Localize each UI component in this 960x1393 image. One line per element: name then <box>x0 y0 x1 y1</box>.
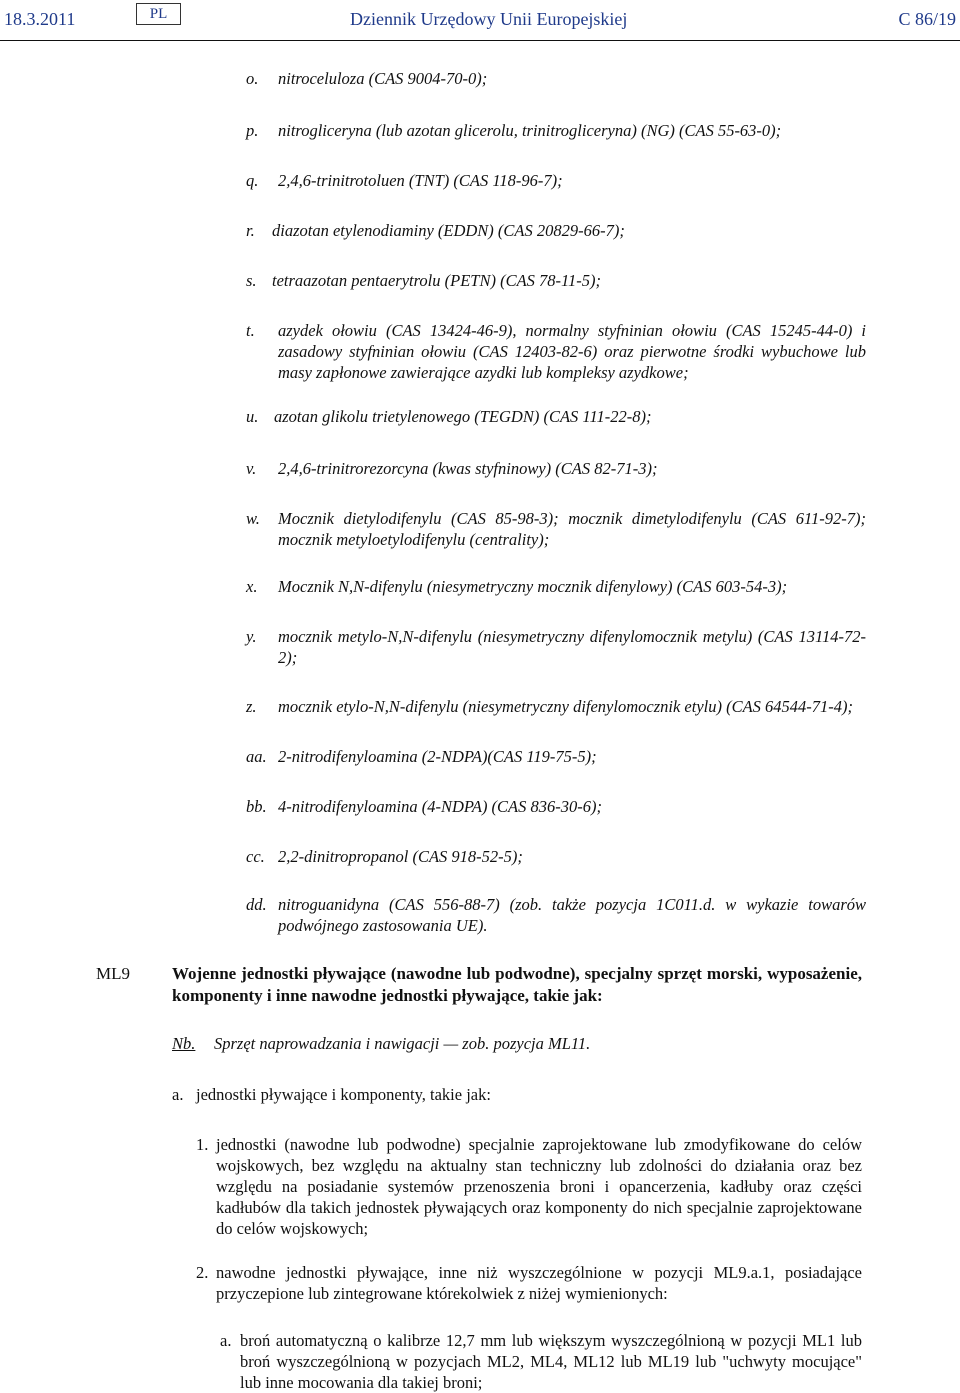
item-label: a. <box>220 1331 232 1350</box>
item-text: 4-nitrodifenyloamina (4-NDPA) (CAS 836-30-6); <box>278 797 602 816</box>
page-reference: C 86/19 <box>898 9 956 29</box>
journal-header <box>0 0 960 44</box>
list-item-cc <box>246 846 866 868</box>
list-item-q <box>246 170 866 192</box>
list-item-t <box>246 320 866 386</box>
item-label: x. <box>246 577 258 596</box>
item-label: p. <box>246 121 259 140</box>
note-label: Nb. <box>172 1034 196 1053</box>
subsection-a <box>172 1084 862 1106</box>
item-text: mocznik etylo-N,N-difenylu (niesymetryczny difenylomocznik etylu) (CAS 64544-71-4); <box>278 697 854 716</box>
item-label: v. <box>246 459 257 478</box>
subsection-a-1 <box>196 1134 862 1244</box>
item-text: jednostki (nawodne lub podwodne) specjalnie zaprojektowane lub zmodyfikowane do celów wojskowych, bez względu na aktualny stan techniczny lub zdolności do działania oraz bez względu na posiadanie systemów przenoszenia broni i opancerzenia, kadłuby oraz części kadłubów dla takich jednostek pływających oraz komponenty do nich specjalnie zaprojektowane do celów wojskowych; <box>216 1135 862 1238</box>
item-text: broń automatyczną o kalibrze 12,7 mm lub większym wyszczególnioną w pozycji ML1 lub broń wyszczególnioną w pozycjach ML2, ML4, ML12 lub ML19 lub "uchwyty mocujące" lub inne mocowania dla takiej broni; <box>240 1331 862 1392</box>
item-label: bb. <box>246 797 267 816</box>
item-text: mocznik metylo-N,N-difenylu (niesymetryczny difenylomocznik metylu) (CAS 13114-72-2); <box>278 627 866 667</box>
item-text: diazotan etylenodiaminy (EDDN) (CAS 20829-66-7); <box>272 221 625 240</box>
item-label: q. <box>246 171 259 190</box>
journal-title: Dziennik Urzędowy Unii Europejskiej <box>350 9 628 29</box>
item-label: r. <box>246 221 255 240</box>
category-title: Wojenne jednostki pływające (nawodne lub podwodne), specjalny sprzęt morski, wyposażenie, komponenty i inne nawodne jednostki pływające, takie jak: <box>172 964 862 1005</box>
list-item-v <box>246 458 866 480</box>
list-item-aa <box>246 746 866 768</box>
list-item-o <box>246 68 866 90</box>
item-text: 2,2-dinitropropanol (CAS 918-52-5); <box>278 847 523 866</box>
list-item-r <box>246 220 866 242</box>
list-item-u <box>246 406 866 428</box>
item-label: dd. <box>246 895 267 914</box>
list-item-bb <box>246 796 866 818</box>
item-text: azydek ołowiu (CAS 13424-46-9), normalny styfninian ołowiu (CAS 15245-44-0) i zasadowy styfninian ołowiu (CAS 12403-82-6) oraz pierwotne środki wybuchowe lub masy zapłonowe zawierające azydki lub kompleksy azydkowe; <box>278 321 866 382</box>
list-item-x <box>246 576 866 598</box>
list-item-w <box>246 508 866 552</box>
publication-date: 18.3.2011 <box>4 9 76 29</box>
category-code: ML9 <box>96 964 130 983</box>
item-label: t. <box>246 321 255 340</box>
item-label: cc. <box>246 847 265 866</box>
subsection-a-2-a <box>220 1330 862 1393</box>
list-item-y <box>246 626 866 670</box>
item-label: u. <box>246 407 259 426</box>
item-text: 2,4,6-trinitrotoluen (TNT) (CAS 118-96-7); <box>278 171 563 190</box>
item-text: Mocznik N,N-difenylu (niesymetryczny mocznik difenylowy) (CAS 603-54-3); <box>278 577 788 596</box>
list-item-s <box>246 270 866 292</box>
header-divider <box>0 40 960 41</box>
item-text: nitrogliceryna (lub azotan glicerolu, trinitrogliceryna) (NG) (CAS 55-63-0); <box>278 121 782 140</box>
item-text: 2-nitrodifenyloamina (2-NDPA)(CAS 119-75-5); <box>278 747 597 766</box>
item-label: s. <box>246 271 257 290</box>
item-text: tetraazotan pentaerytrolu (PETN) (CAS 78-11-5); <box>272 271 602 290</box>
item-text: nitroceluloza (CAS 9004-70-0); <box>278 69 488 88</box>
list-item-z <box>246 696 866 718</box>
item-label: a. <box>172 1085 184 1104</box>
item-label: y. <box>246 627 257 646</box>
language-badge: PL <box>136 3 181 25</box>
item-label: 1. <box>196 1135 209 1154</box>
item-label: w. <box>246 509 260 528</box>
item-text: Mocznik dietylodifenylu (CAS 85-98-3); mocznik dimetylodifenylu (CAS 611-92-7); mocznik metyloetylodifenylu (centrality); <box>278 509 866 549</box>
subsection-a-2 <box>196 1262 862 1306</box>
item-label: aa. <box>246 747 267 766</box>
item-label: o. <box>246 69 259 88</box>
item-text: jednostki pływające i komponenty, takie jak: <box>196 1085 491 1104</box>
list-item-p <box>246 120 866 142</box>
item-label: z. <box>246 697 257 716</box>
item-label: 2. <box>196 1263 209 1282</box>
item-text: nawodne jednostki pływające, inne niż wyszczególnione w pozycji ML9.a.1, posiadające przyczepione lub zintegrowane którekolwiek z niżej wymienionych: <box>216 1263 862 1303</box>
note-text: Sprzęt naprowadzania i nawigacji — zob. pozycja ML11. <box>214 1034 591 1053</box>
item-text: nitroguanidyna (CAS 556-88-7) (zob. także pozycja 1C011.d. w wykazie towarów podwójnego zastosowania UE). <box>278 895 866 935</box>
item-text: azotan glikolu trietylenowego (TEGDN) (CAS 111-22-8); <box>274 407 652 426</box>
list-item-dd <box>246 894 866 938</box>
item-text: 2,4,6-trinitrorezorcyna (kwas styfninowy) (CAS 82-71-3); <box>278 459 658 478</box>
